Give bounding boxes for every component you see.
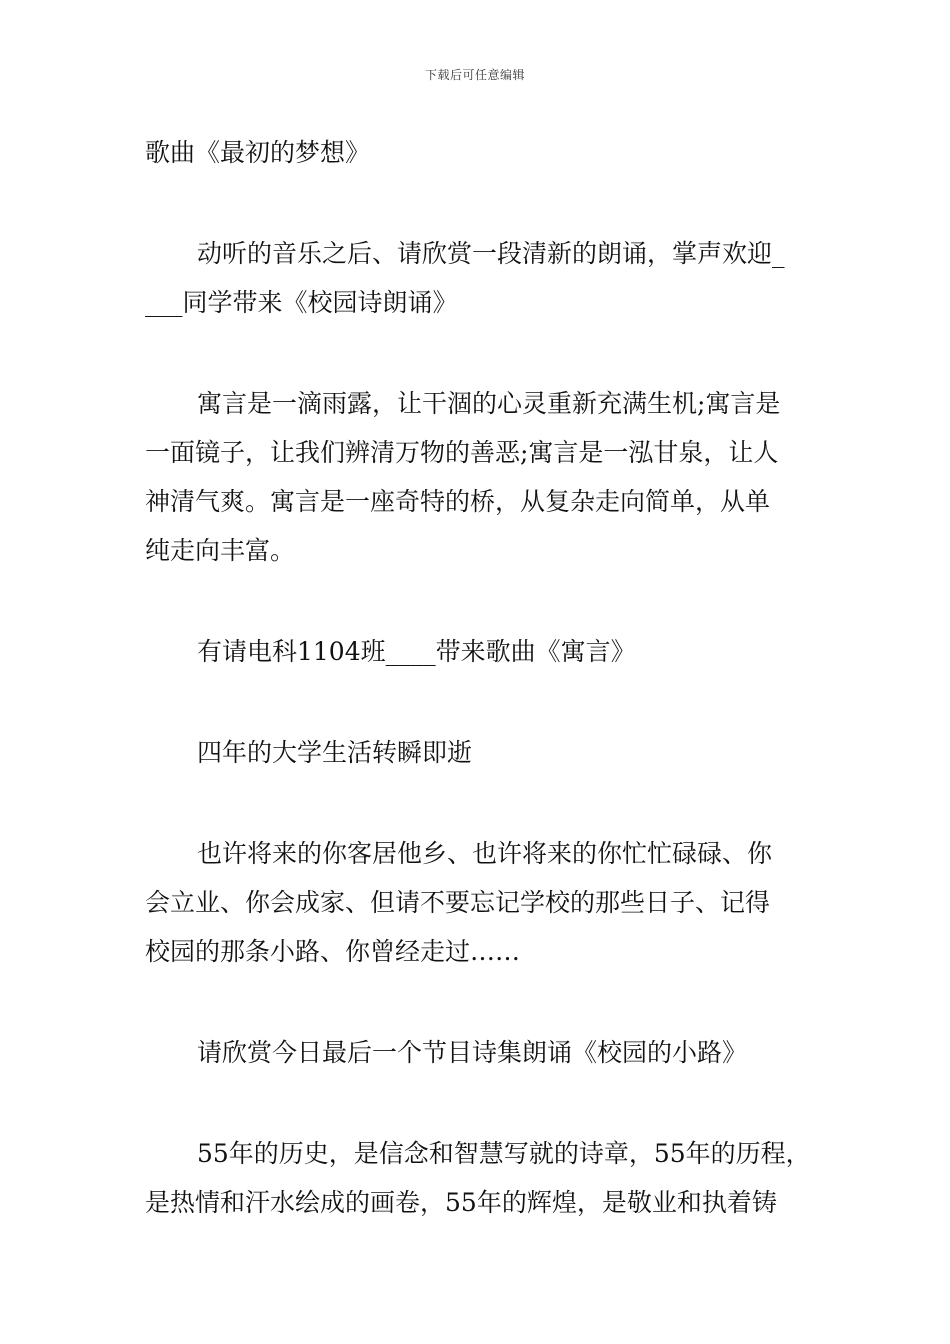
document-body: [145, 128, 810, 1227]
paragraph-recitation-intro: [145, 229, 810, 327]
page-header-note: 下载后可任意编辑: [424, 68, 525, 82]
paragraph-line: 会立业、你会成家、但请不要忘记学校的那些日子、记得: [145, 888, 771, 917]
paragraph-fable: [145, 379, 810, 575]
paragraph-line: 寓言是一滴雨露，让干涸的心灵重新充满生机;寓言是: [197, 389, 781, 418]
paragraph-line: ___同学带来《校园诗朗诵》: [145, 288, 458, 317]
paragraph-line: 55年的历史，是信念和智慧写就的诗章，55年的历程，: [197, 1139, 811, 1168]
paragraph-line: 一面镜子，让我们辨清万物的善恶;寓言是一泓甘泉，让人: [145, 438, 779, 467]
paragraph-future: [145, 829, 810, 976]
paragraph-final-program: [145, 1028, 810, 1077]
paragraph-song-invite: [145, 627, 810, 676]
paragraph-line: 动听的音乐之后、请欣赏一段清新的朗诵，掌声欢迎_: [197, 239, 785, 268]
paragraph-song-title: [145, 128, 810, 177]
paragraph-anniversary: [145, 1129, 810, 1227]
paragraph-college-life: [145, 728, 810, 777]
paragraph-line: 校园的那条小路、你曾经走过……: [145, 937, 521, 966]
paragraph-line: 纯走向丰富。: [145, 536, 296, 565]
paragraph-line: 也许将来的你客居他乡、也许将来的你忙忙碌碌、你: [197, 839, 773, 868]
paragraph-line: 有请电科1104班____带来歌曲《寓言》: [197, 637, 636, 666]
paragraph-line: 神清气爽。寓言是一座奇特的桥，从复杂走向简单，从单: [145, 487, 771, 516]
paragraph-line: 是热情和汗水绘成的画卷，55年的辉煌，是敬业和执着铸: [145, 1188, 777, 1217]
paragraph-line: 四年的大学生活转瞬即逝: [197, 738, 473, 767]
paragraph-line: 请欣赏今日最后一个节目诗集朗诵《校园的小路》: [197, 1038, 748, 1067]
paragraph-line: 歌曲《最初的梦想》: [145, 138, 371, 167]
